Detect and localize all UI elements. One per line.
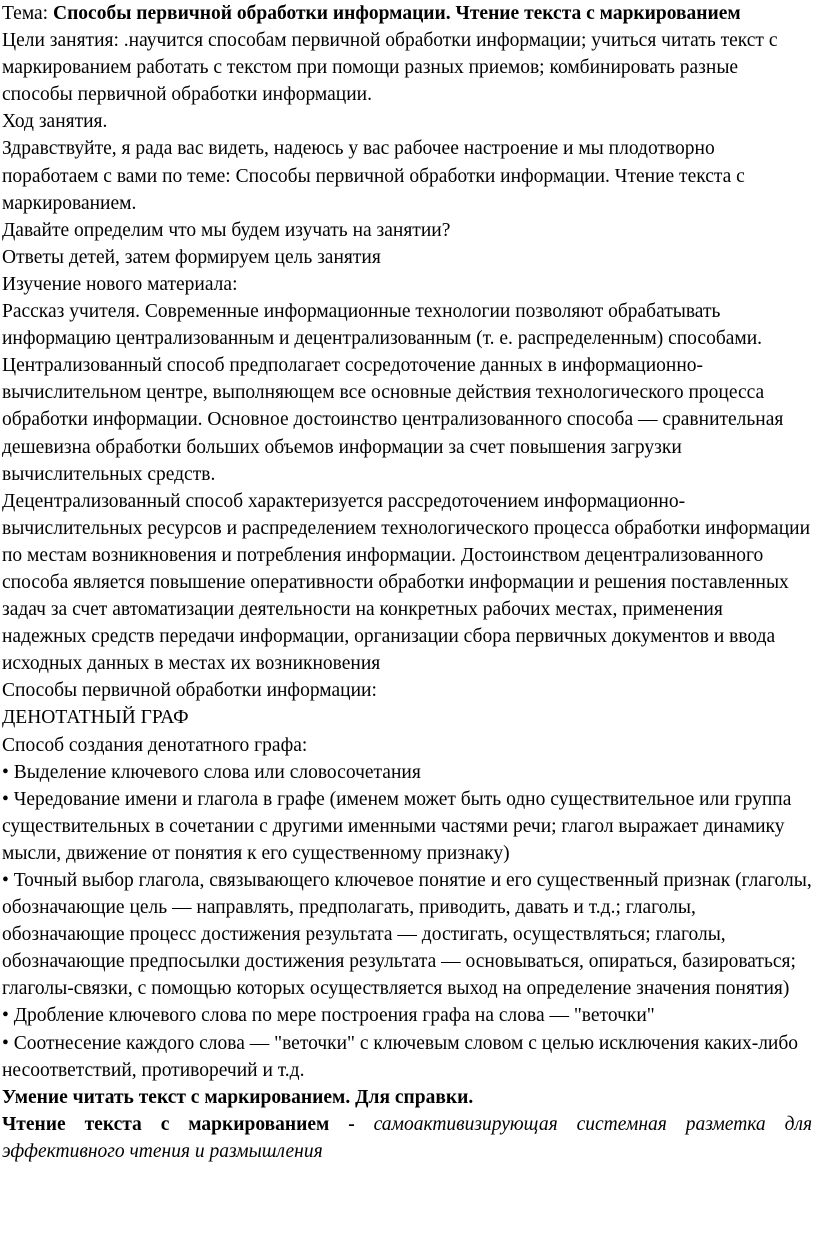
- lesson-flow: Ход занятия.: [2, 111, 108, 133]
- bullet-item: • Соотнесение каждого слова — "веточки" с ключевым словом с целью исключения каких-либо несоответствий, противоречий и т.д.: [2, 1032, 799, 1081]
- topic-label: Тема:: [2, 3, 53, 24]
- bullet-item: • Дробление ключевого слова по мере построения графа на слова — "веточки": [2, 1005, 655, 1027]
- bullet-item: • Точный выбор глагола, связывающего ключевое понятие и его существенный признак (глаголы, обозначающие цель — направлять, предполагать, приводить, давать и т.д.; глаголы, обозначающие процесс достижения результата — достигать, осуществляться; глаголы, обозначающие предпосылки достижения результата — основываться, опираться, базироваться; глаголы-связки, с помощью которых осуществляется выход на определение значения понятия): [2, 870, 812, 1000]
- teacher-story-paragraph: Рассказ учителя. Современные информационные технологии позволяют обрабатывать информацию централизованным и децентрализованным (т. е. распределенным) способами.: [2, 301, 763, 350]
- new-material-heading: Изучение нового материала:: [2, 273, 238, 295]
- methods-heading: Способы первичной обработки информации:: [2, 680, 377, 702]
- lesson-goals: Цели занятия: .научится способам первичной обработки информации; учиться читать текст с маркированием работать с текстом при помощи разных приемов; комбинировать разные способы первичной обработки информации.: [2, 30, 778, 106]
- bullet-item: • Выделение ключевого слова или словосочетания: [2, 761, 421, 783]
- graph-creation-heading: Способ создания денотатного графа:: [2, 734, 308, 756]
- marking-term: Чтение текста с маркированием: [2, 1113, 330, 1135]
- marking-definition-paragraph: [2, 1111, 812, 1165]
- topic-line: [2, 0, 812, 27]
- decentralized-paragraph: Децентрализованный способ характеризуется рассредоточением информационно-вычислительных ресурсов и распределением технологического процесса обработки информации по местам возникновения и потребления информации. Достоинством децентрализованного способа является повышение оперативности обработки информации и решения поставленных задач за счет автоматизации деятельности на конкретных рабочих местах, применения надежных средств передачи информации, организации сбора первичных документов и ввода исходных данных в местах их возникновения: [2, 490, 811, 675]
- skill-heading: Умение читать текст с маркированием. Для справки.: [2, 1086, 474, 1108]
- denotat-graph-heading: ДЕНОТАТНЫЙ ГРАФ: [2, 707, 189, 729]
- centralized-paragraph: Централизованный способ предполагает сосредоточение данных в информационно-вычислительном центре, выполняющем все основные действия технологического процесса обработки информации. Основное достоинство централизованного способа — сравнительная дешевизна обработки больших объемов информации за счет повышения загрузки вычислительных средств.: [2, 355, 784, 485]
- marking-definition: самоактивизирующая системная разметка для эффективного чтения и размышления: [2, 1113, 813, 1162]
- answers-paragraph: Ответы детей, затем формируем цель занятия: [2, 246, 381, 268]
- greeting-paragraph: Здравствуйте, я рада вас видеть, надеюсь у вас рабочее настроение и мы плодотворно поработаем с вами по теме: Способы первичной обработки информации. Чтение текста с маркированием.: [2, 138, 745, 214]
- bullet-item: • Чередование имени и глагола в графе (именем может быть одно существительное или группа существительных в сочетании с другими именными частями речи; глагол выражает динамику мысли, движение от понятия к его существенному признаку): [2, 788, 792, 864]
- question-paragraph: Давайте определим что мы будем изучать на занятии?: [2, 219, 451, 241]
- marking-dash: -: [329, 1113, 374, 1135]
- topic-title: Способы первичной обработки информации. Чтение текста с маркированием: [52, 3, 741, 24]
